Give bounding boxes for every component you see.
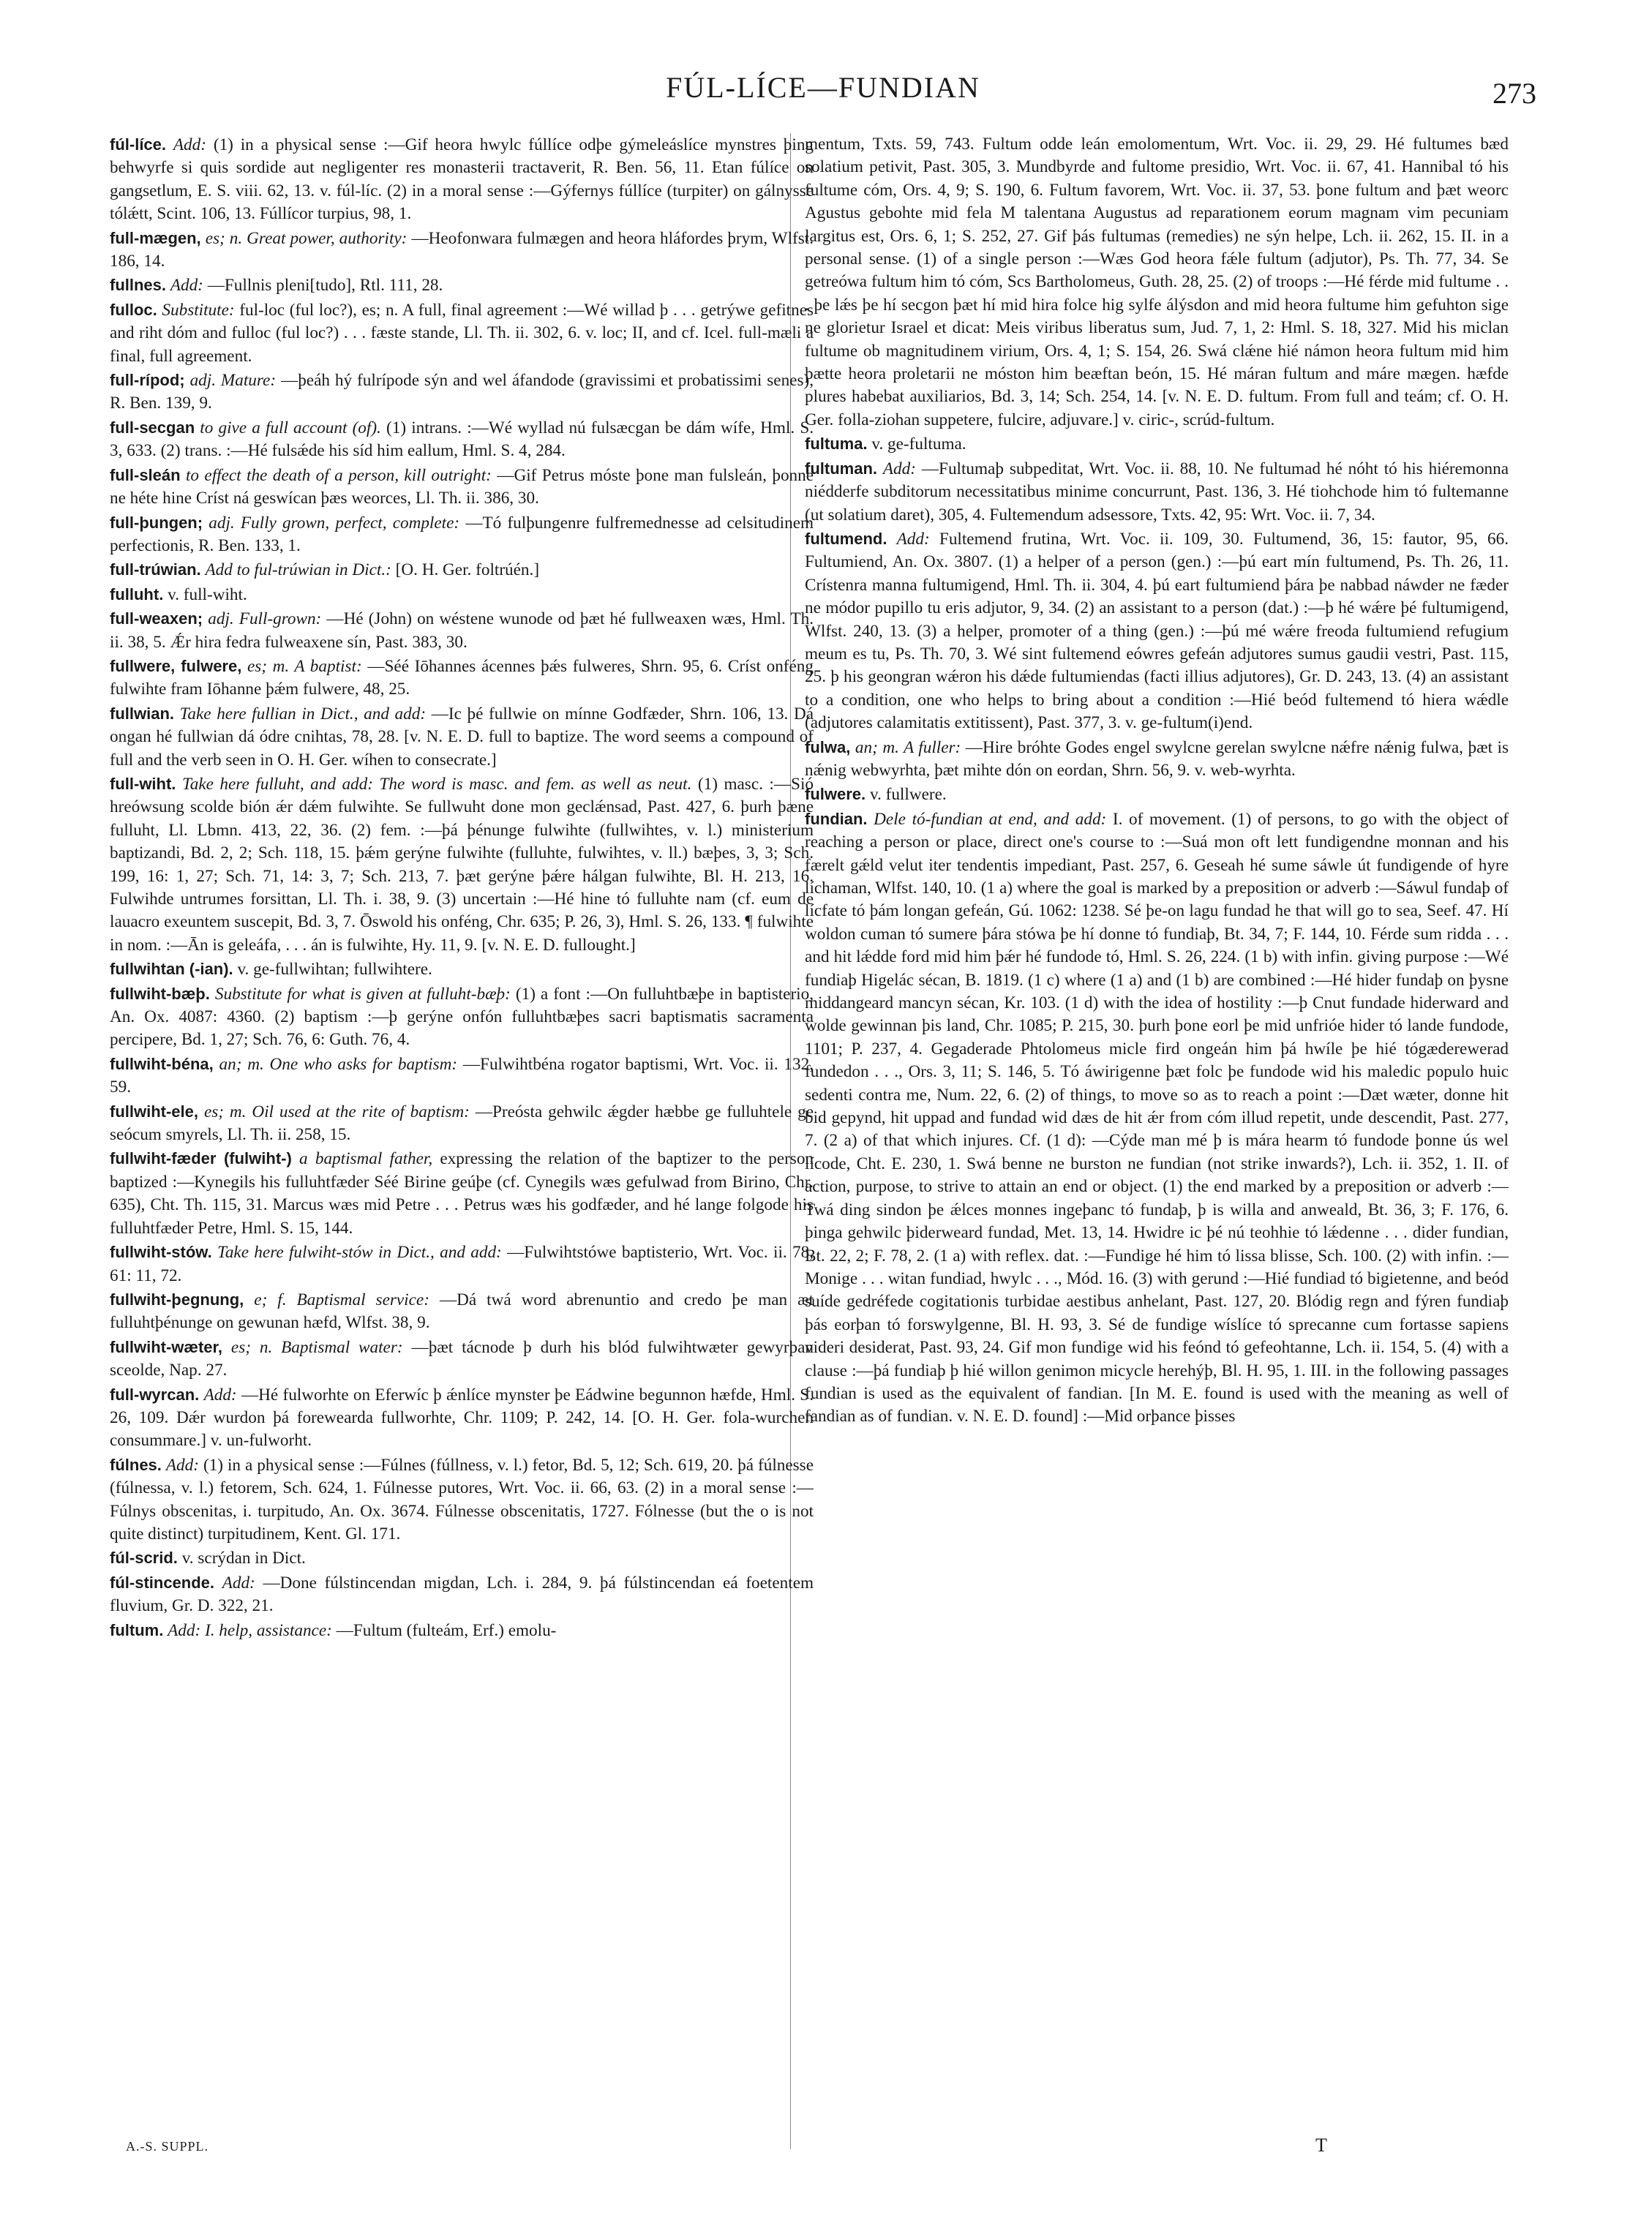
editorial-note: Add: (896, 529, 930, 549)
dictionary-entry (805, 527, 1509, 735)
dictionary-entry (110, 1053, 814, 1099)
dictionary-entry (110, 416, 814, 463)
headword: fullwiht-béna, (110, 1054, 214, 1073)
headword: full-secgan (110, 418, 195, 437)
entry-text: v. fullwere. (869, 785, 947, 805)
dictionary-entry (110, 958, 814, 981)
headword: full-wiht. (110, 774, 176, 793)
editorial-note: adj. Full-grown: (208, 609, 322, 629)
dictionary-entry (110, 1100, 814, 1147)
entry-text: ful-loc (ful loc?), es; n. A full, final agreement :—Wé willad þ . . . getrýwe gefitnes and riht dóm and fulloc (ful loc?) . . . fæste stande, Ll. Th. ii. 302, 6. v. loc; II, and cf. Icel. full-mæli a final, full agreement. (110, 300, 814, 366)
entry-text: —þeáh hý fulrípode sýn and wel áfandode (gravissimi et probatissimi senes), R. Ben. 139, 9. (110, 371, 814, 413)
editorial-note: Add to ful-trúwian in Dict.: (205, 560, 391, 580)
headword: fullwiht-þegnung, (110, 1290, 244, 1309)
editorial-note: Substitute: (162, 300, 235, 320)
headword: fullwiht-fæder (fulwiht-) (110, 1149, 292, 1168)
dictionary-entry (110, 227, 814, 274)
editorial-note: Add: (165, 1455, 199, 1475)
entry-text: —Fulwihtstówe baptisterio, Wrt. Voc. ii. 78, 61: 11, 72. (110, 1243, 814, 1285)
entry-text: —Séé Iōhannes ácennes þǽs fulweres, Shrn. 95, 6. Críst onféng fulwihte fram Iōhanne þǽm fulwere, 48, 25. (110, 656, 814, 699)
entry-text: —Fultum (fulteám, Erf.) emolu- (336, 1620, 557, 1640)
page-number: 273 (1493, 77, 1536, 110)
dictionary-entry (110, 607, 814, 654)
dictionary-entry (110, 274, 814, 297)
headword: fultumend. (805, 529, 887, 548)
dictionary-entry (110, 1241, 814, 1287)
dictionary-entry (805, 783, 1509, 806)
headword: full-þungen; (110, 513, 203, 532)
editorial-note: Add: (882, 459, 916, 478)
dictionary-entry (110, 1454, 814, 1546)
dictionary-entry (110, 1336, 814, 1383)
dictionary-entry (110, 583, 814, 606)
headword: fultuma. (805, 435, 868, 454)
entry-text: (1) masc. :—Sió hreówsung scolde bión ǽr dǽm fulwihte. Se fullwuht done mon geclǽnsad, Past. 427, 6. þurh þæne fulluht, Ll. Lbmn. 413, 22, 36. (2) fem. :—þá þénunge fulwihte (fullwihtes, v. l.) ministerium baptizandi, Bd. 2, 2; Sch. 118, 15. þǽm gerýne fulwihte (fulluhte, fulwihtes, v. ll.) bæþes, 3, 3; Sch. 199, 16: 1, 27; Sch. 71, 14: 3, 7; Sch. 213, 7. þæt gerýne þǽre hálgan fulwihte, Bl. H. 213, 16. Fulwihde untrumes forsittan, Ll. Th. i. 38, 9. (3) uncertain :—Hé hine tó fulluhte nam (cf. eum de lauacro exeuntem suscepit, Bd. 3, 7. Ōswold his onféng, Chr. 635; P. 26, 3), Hml. S. 26, 133. ¶ fulwihte in nom. :—Ān is geleáfa, . . . án is fulwihte, Hy. 11, 9. [v. N. E. D. fullought.] (110, 774, 814, 955)
editorial-note: Add: (170, 276, 203, 296)
editorial-note: Add: (222, 1573, 255, 1593)
headword: fullwiht-stów. (110, 1243, 212, 1262)
dictionary-entry (110, 1147, 814, 1240)
entry-text: v. scrýdan in Dict. (181, 1549, 306, 1568)
entry-text: —Dá twá word abrenuntio and credo þe man æt fulluhtþénunge on gewunan hæfd, Wlfst. 38, 9. (110, 1290, 814, 1333)
editorial-note: Add: I. help, assistance: (168, 1620, 332, 1640)
headword: full-rípod; (110, 371, 185, 390)
headword: full-trúwian. (110, 560, 201, 579)
editorial-note: a baptismal father, (299, 1149, 433, 1169)
entry-text: —Done fúlstincendan migdan, Lch. i. 284, 9. þá fúlstincendan eá foetentem fluvium, Gr. D. 322, 21. (110, 1573, 814, 1616)
entry-text: (1) a font :—On fulluhtbæþe in baptisterio, An. Ox. 4087: 4360. (2) baptism :—þ gerýne onfón fulluhtbæþes sacri baptismatis sacramenta percipere, Bd. 1, 27; Sch. 76, 6: Guth. 76, 4. (110, 984, 814, 1050)
entry-text: —Fultumaþ subpeditat, Wrt. Voc. ii. 88, 10. Ne fultumad hé nóht tó his hiéremonna niédderfe subditorum necessitatibus minime concurrunt, Past. 136, 3. Hé tiohchode him tó fultemanne (ut solatium daret), 305, 4. Fultemendum adsessore, Txts. 42, 95: Wrt. Voc. ii. 7, 34. (805, 459, 1509, 525)
editorial-note: to give a full account (of). (200, 418, 381, 437)
editorial-note: Add: (203, 1385, 237, 1405)
entry-text: —Preósta gehwilc ǽgder hæbbe ge fulluhtele ge seócum smyrels, Ll. Th. ii. 258, 15. (110, 1102, 814, 1145)
right-column (805, 133, 1509, 2149)
dictionary-entry (805, 457, 1509, 527)
entry-text: expressing the relation of the baptizer to the person baptized :—Kynegils his fulluhtfæder Séé Birine geúþe (cf. Cynegils wæs gefulwad from Birino, Chr. 635), Cht. Th. 115, 31. Marcus wæs mid Petre . . . Petrus wæs his godfæder, and hé lange folgode his fulluhtfæder Petre, Hml. S. 15, 144. (110, 1149, 814, 1238)
editorial-note: Take here fulluht, and add: The word is masc. and fem. as well as neut. (181, 774, 692, 794)
entry-text: (1) in a physical sense :—Fúlnes (fúllness, v. l.) fetor, Bd. 5, 12; Sch. 619, 20. þá fúlnesse (fúlnessa, v. l.) fetorem, Sch. 624, 1. Fúlnesse putores, Wrt. Voc. ii. 66, 63. (2) in a moral sense :—Fúlnys obscenitas, i. turpitudo, An. Ox. 3674. Fúlnesse obscenitatis, 1727. Fólnesse (but the o is not quite distinct) turpitudinem, Kent. Gl. 171. (110, 1455, 814, 1544)
headword: fullwere, fulwere, (110, 656, 242, 675)
editorial-note: es; n. Baptismal water: (230, 1337, 403, 1357)
headword: fullwiht-bæþ. (110, 984, 210, 1003)
dictionary-entry (110, 1571, 814, 1618)
page-title: FÚL-LÍCE—FUNDIAN (666, 71, 980, 104)
entry-text: I. of movement. (1) of persons, to go with the object of reaching a person or place, direct one's course to :—Suá mon oft lett fundigendne monnan and his færelt gǽld velut iter tendentis impediant, Past. 257, 6. Geseah hé sume sáwle út fundigende of hyre líchaman, Wlfst. 140, 10. (1 a) where the goal is marked by a preposition or adverb :—Sáwul fundaþ of lícfate tó þám longan gefeán, Gú. 1062: 1238. Sé þe-on lagu fundad he that will go to sea, Seef. 47. Hí woldon cuman tó sumere þára stówa þe hí donne tó fundiaþ, Bt. 34, 7; F. 144, 10. Férde sum ridda . . . and hit lǽdde ford mid him þǽr hé fundode tó, Hml. S. 26, 224. (1 b) with infin. giving purpose :—Wé fundiaþ Higelác sécan, B. 1819. (1 c) where (1 a) and (1 b) are combined :—Hé hider fundaþ on þysne middangeard mancyn sécan, Kr. 103. (1 d) with the idea of hostility :—þ Cnut fundade hiderward and wolde gewinnan þis land, Chr. 1085; P. 215, 30. þurh þone eorl þe mid unfrióe hider tó lande fundode, 1101; P. 237, 4. Gegaderade Phtolomeus micle fird ongeán him þá hwíle þe hié tógæderewerad fundedon . . ., Ors. 3, 11; S. 146, 5. Tó áwirigenne þæt folc þe fundode wid his maledic populo huic sedenti contra me, Num. 22, 6. (2) of things, to move so as to reach a point :—Dæt wæter, donne hit bid gepynd, hit uppad and fundad wid dæs de hit ǽr from cóm illud repetit, unde descendit, Past. 277, 7. (2 a) of that which injures. Cf. (1 d): —Cýde man mé þ is mára hearm tó fundode þonne ús wel lícode, Cht. E. 230, 1. Swá benne ne burston ne fundian (not strike inwards?), Lch. ii. 352, 1. II. of action, purpose, to strive to attain an end or object. (1) the end marked by a preposition or adverb :—Twá ding sindon þe ǽlces monnes ingeþanc tó fundaþ, þ is willa and anweald, Bt. 36, 3; F. 176, 6. þinga gehwilc þiderweard fundad, Met. 13, 14. Hwidre ic þé nú teohhie tó lǽdenne . . . dider fundian, Bt. 22, 2; F. 78, 2. (1 a) with reflex. dat. :—Fundige hé him tó lissa blisse, Sch. 100. (2) with infin. :—Monige . . . witan fundiad, hwylc . . ., Mód. 16. (3) with gerund :—Hié fundiad tó bigietenne, and beód suíde gedréfede cogitationis turbidae aestibus anhelant, Past. 127, 20. Blódig regn and fýren fundiaþ þás eorþan tó forswylgenne, Bl. H. 93, 3. Sé de fundige wíslíce tó sprecanne cum fortasse sapiens videri desiderat, Past. 93, 24. Gif mon fundige wid his feónd tó gefeohtanne, Lch. ii. 154, 5. (4) with a clause :—þá fundiaþ þ hié willon genimon micycle herehýþ, Bl. H. 95, 1. III. in the following passages fundian is used as the equivalent of fandian. [In M. E. found is used with the meaning as well of fandian as of fundian. v. N. E. D. found] :—Mid orþance þisses (805, 809, 1509, 1426)
editorial-note: Dele tó-fundian at end, and add: (874, 809, 1107, 829)
headword: fultuman. (805, 459, 877, 478)
dictionary-entry (805, 432, 1509, 456)
entry-text: —Hé fulworhte on Eferwíc þ ǽnlíce mynster þe Eádwine begunnon hæfde, Hml. S. 26, 109. Dǽr wurdon þá forewearda fullworhte, Chr. 1109; P. 242, 14. [O. H. Ger. fola-wurchen consummare.] v. un-fulworht. (110, 1385, 814, 1451)
headword: fundian. (805, 809, 868, 828)
dictionary-entry (110, 464, 814, 511)
headword: fullwian. (110, 704, 174, 723)
dictionary-entry (110, 558, 814, 582)
headword: full-sleán (110, 465, 181, 484)
editorial-note: es; n. Great power, authority: (205, 228, 408, 248)
dictionary-entry (110, 133, 814, 226)
entry-text: —Hé (John) on wéstene wunode od þæt hé fullweaxen wæs, Hml. Th. ii. 38, 5. Ǽr hira fedra fulweaxene sín, Past. 383, 30. (110, 609, 814, 652)
editorial-note: Take here fullian in Dict., and add: (179, 704, 427, 723)
headword: fullwihtan (-ian). (110, 960, 233, 979)
editorial-note: adj. Fully grown, perfect, complete: (209, 513, 460, 533)
headword: fultum. (110, 1620, 164, 1639)
editorial-note: to effect the death of a person, kill outright: (185, 465, 492, 485)
left-column (110, 133, 814, 2149)
running-header (110, 70, 1536, 114)
gathering-mark: T (1315, 2135, 1327, 2156)
headword: fúl-scrid. (110, 1549, 178, 1568)
dictionary-entry (110, 982, 814, 1052)
headword: fullwiht-ele, (110, 1102, 198, 1121)
editorial-note: Take here fulwiht-stów in Dict., and add: (217, 1243, 502, 1263)
dictionary-entry (110, 1383, 814, 1453)
headword: fulwere. (805, 785, 866, 804)
editorial-note: es; m. A baptist: (247, 656, 362, 676)
entry-text: —Ic þé fullwie on mínne Godfæder, Shrn. 106, 13. Dá ongan hé fullwian dá ódre cnihtas, 78, 28. [v. N. E. D. full to baptize. The word seems a compound of full and the verb seen in O. H. Ger. wíhen to consecrate.] (110, 704, 814, 770)
editorial-note: e; f. Baptismal service: (254, 1290, 429, 1309)
headword: fulluht. (110, 584, 164, 604)
headword: fúl-stincende. (110, 1573, 215, 1592)
editorial-note: Add: (173, 135, 206, 154)
entry-text: v. ge-fultuma. (871, 435, 966, 454)
headword: fúl-líce. (110, 135, 167, 154)
dictionary-entry (110, 1619, 814, 1642)
headword: full-mægen, (110, 228, 201, 247)
headword: full-weaxen; (110, 609, 203, 628)
dictionary-entry (110, 702, 814, 772)
entry-text: —Heofonwara fulmægen and heora hláfordes þrym, Wlfst. 186, 14. (110, 228, 814, 271)
headword: fullnes. (110, 276, 167, 295)
dictionary-entry (110, 1288, 814, 1335)
entry-text: Fultemend frutina, Wrt. Voc. ii. 109, 30. Fultumend, 36, 15: fautor, 95, 66. Fultumiend, An. Ox. 3807. (1) a helper of a person (gen.) :—þú eart mín fultumend, Ps. Th. 26, 11. Crístenra manna fultumigend, Hml. Th. ii. 304, 4. þú eart fultumiend þára þe nabbad náwder ne fæder ne módor pupillo tu eris adjutor, 9, 34. (2) an assistant to a person (dat.) :—þ hé wǽre þé fultumigend, Wlfst. 240, 13. (3) a helper, promoter of a thing (gen.) :—þú mé wǽre freoda fultumiend refugium meum es tu, Ps. Th. 70, 3. Wé sint fultemend eówres gefeán adjutores sumus gaudii vestri, Past. 115, 25. þ his geongran wǽron his dǽde fultumiendas (facti illius adjutores), Gr. D. 243, 13. (4) an assistant to a condition, one who helps to bring about a condition :—Hié beód fultemend tó hiera wǽdle (adjutores calamitatis extitissent), Past. 377, 3. v. ge-fultum(i)end. (805, 529, 1509, 733)
headword: fúlnes. (110, 1455, 162, 1474)
entry-text: —Hire bróhte Godes engel swylcne gerelan swylcne nǽfre nǽnig fulwa, þæt is nǽnig webwyrhta, þæt mihte dón on eordan, Shrn. 56, 9. v. web-wyrhta. (805, 737, 1509, 780)
entry-text: (1) in a physical sense :—Gif heora hwylc fúllíce odþe gýmeleáslíce mynstres þing behwyrfe si quis sordide aut negligenter res monasterii tractaverit, R. Ben. 56, 11. Etan fúlíce on gangsetlum, E. S. viii. 62, 13. v. fúl-líc. (2) in a moral sense :—Gýfernys fúllíce (turpiter) on gálnysse tólǽtt, Scint. 106, 13. Fúllícor turpius, 98, 1. (110, 135, 814, 224)
dictionary-entry (110, 369, 814, 416)
dictionary-entry (805, 808, 1509, 1429)
dictionary-entry (110, 772, 814, 957)
editorial-note: an; m. A fuller: (855, 737, 961, 757)
entry-text: v. ge-fullwihtan; fullwihtere. (237, 960, 432, 980)
signature-mark: A.-S. SUPPL. (126, 2139, 209, 2154)
entry-text: v. full-wiht. (168, 584, 247, 604)
headword: fulwa, (805, 737, 851, 756)
dictionary-entry (110, 298, 814, 368)
entry-text: —Tó fulþungenre fulfremednesse ad celsitudinem perfectionis, R. Ben. 133, 1. (110, 513, 814, 555)
dictionary-entry (110, 1546, 814, 1570)
dictionary-entry (805, 133, 1509, 432)
entry-text: mentum, Txts. 59, 743. Fultum odde leán emolomentum, Wrt. Voc. ii. 29, 29. Hé fultumes bæd solatium petivit, Past. 305, 3. Mundbyrde and fultome presidio, Wrt. Voc. ii. 67, 41. Hannibal tó his fultume cóm, Ors. 4, 9; S. 190, 6. Fultum favorem, Wrt. Voc. ii. 37, 53. þone fultum and þæt weorc Agustus gebohte mid fela M talentana Augustus ad reparationem eorum magnam vim pecuniam largitus est, Ors. 6, 1; S. 252, 27. Gif þás fultumas (remedies) ne sýn helpe, Lch. ii. 262, 15. II. in a personal sense. (1) of a single person :—Wæs God heora fǽle fultum (adjutor), Ps. Th. 77, 34. Se getreówa fultum him tó cóm, Scs Bartholomeus, Guth. 28, 25. (2) of troops :—Hé férde mid fultume . . . þe lǽs þe hí secgon þæt hí mid hira folce hig sylfe álýsdon and mid heora fultume him gefuhton sige ne glorietur Israel et dicat: Meis viribus liberatus sum, Jud. 7, 1, 2: Hml. S. 18, 327. Mid his miclan fultume ob magnitudinem virium, Ors. 4, 1; S. 154, 26. Swá clǽne hié námon heora fultum mid him þætte heora proletarii ne móston him beæftan beón, 15. Hé máran fultum and máre mægen. hæfde plures habebat auxiliarios, Bd. 3, 14; Sch. 254, 14. [v. N. E. D. fultum. From full and teám; cf. O. H. Ger. folla-ziohan suppetere, fulcire, adjuvare.] v. ciric-, scrúd-fultum. (805, 135, 1509, 429)
dictionary-entry (110, 511, 814, 558)
editorial-note: es; m. Oil used at the rite of baptism: (203, 1102, 470, 1121)
entry-text: —Gif Petrus móste þone man fulsleán, þonne ne héte hine Críst ná geswícan þæs weorces, Ll. Th. ii. 386, 30. (110, 465, 814, 508)
headword: fullwiht-wæter, (110, 1337, 222, 1356)
editorial-note: adj. Mature: (189, 371, 277, 391)
entry-text: —þæt tácnode þ durh his blód fulwihtwæter gewyrþan sceolde, Nap. 27. (110, 1337, 814, 1380)
dictionary-entry (110, 655, 814, 702)
editorial-note: an; m. One who asks for baptism: (219, 1054, 458, 1074)
editorial-note: Substitute for what is given at fulluht-bæþ: (214, 984, 511, 1004)
entry-text: (1) intrans. :—Wé wyllad nú fulsæcgan be dám wífe, Hml. S. 3, 633. (2) trans. :—Hé fulsǽde his síd him eallum, Hml. S. 4, 284. (110, 418, 814, 461)
dictionary-entry (805, 736, 1509, 783)
headword: fulloc. (110, 300, 157, 319)
headword: full-wyrcan. (110, 1385, 200, 1404)
entry-text: [O. H. Ger. foltrúén.] (395, 560, 540, 580)
entry-text: —Fulwihtbéna rogator baptismi, Wrt. Voc. ii. 132, 59. (110, 1054, 814, 1097)
entry-text: —Fullnis pleni[tudo], Rtl. 111, 28. (207, 276, 443, 296)
